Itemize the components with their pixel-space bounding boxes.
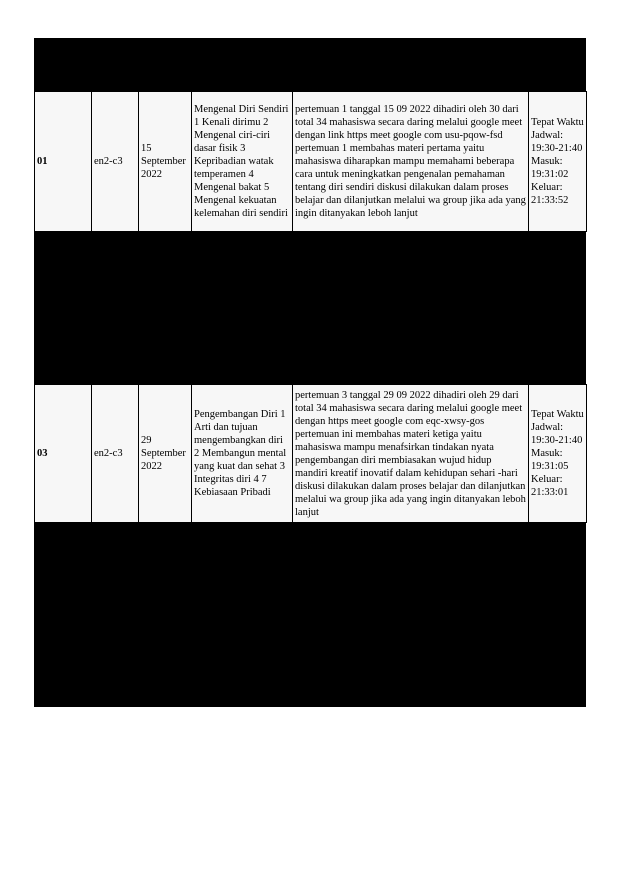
table-row xyxy=(35,92,587,232)
session-description: pertemuan 1 tanggal 15 09 2022 dihadiri oleh 30 dari total 34 mahasiswa secara daring melalui google meet dengan link https meet google com usu-pqow-fsd pertemuan 1 membahas materi pertama yaitu mahasiswa diharapkan mampu memahami beberapa cara untuk meningkatkan pengenalan pemahaman tentang diri sendiri diskusi dilakukan dalam proses belajar dan dilanjutkan melalui wa group jika ada yang ingin ditanyakan leboh lanjut xyxy=(293,92,529,232)
session-date: 29 September 2022 xyxy=(139,385,192,523)
attendance-info: Tepat Waktu Jadwal: 19:30-21:40 Masuk: 19:31:02 Keluar: 21:33:52 xyxy=(529,92,587,232)
redacted-bottom-block xyxy=(34,523,586,707)
table-row xyxy=(35,385,587,523)
record-row-1 xyxy=(34,91,587,232)
attendance-info: Tepat Waktu Jadwal: 19:30-21:40 Masuk: 19:31:05 Keluar: 21:33:01 xyxy=(529,385,587,523)
redacted-header-block xyxy=(34,38,586,91)
row-number: 03 xyxy=(35,385,92,523)
class-code: en2-c3 xyxy=(92,92,139,232)
redacted-middle-block xyxy=(34,232,586,384)
session-date: 15 September 2022 xyxy=(139,92,192,232)
session-topic: Mengenal Diri Sendiri 1 Kenali dirimu 2 Mengenal ciri-ciri dasar fisik 3 Kepribadian watak temperamen 4 Mengenal bakat 5 Mengenal kekuatan kelemahan diri sendiri xyxy=(192,92,293,232)
row-number: 01 xyxy=(35,92,92,232)
record-row-2 xyxy=(34,384,587,523)
class-code: en2-c3 xyxy=(92,385,139,523)
session-topic: Pengembangan Diri 1 Arti dan tujuan mengembangkan diri 2 Membangun mental yang kuat dan sehat 3 Integritas diri 4 7 Kebiasaan Pribadi xyxy=(192,385,293,523)
session-description: pertemuan 3 tanggal 29 09 2022 dihadiri oleh 29 dari total 34 mahasiswa secara daring melalui google meet dengan https meet google com eqc-xwsy-gos pertemuan ini membahas materi ketiga yaitu mahasiswa mampu menafsirkan tindakan nyata pengembangan diri membiasakan wujud hidup mandiri kreatif inovatif dalam kehidupan sehari -hari diskusi dilakukan dalam proses belajar dan dilanjutkan melalui wa group jika ada yang ingin ditanyakan leboh lanjut xyxy=(293,385,529,523)
